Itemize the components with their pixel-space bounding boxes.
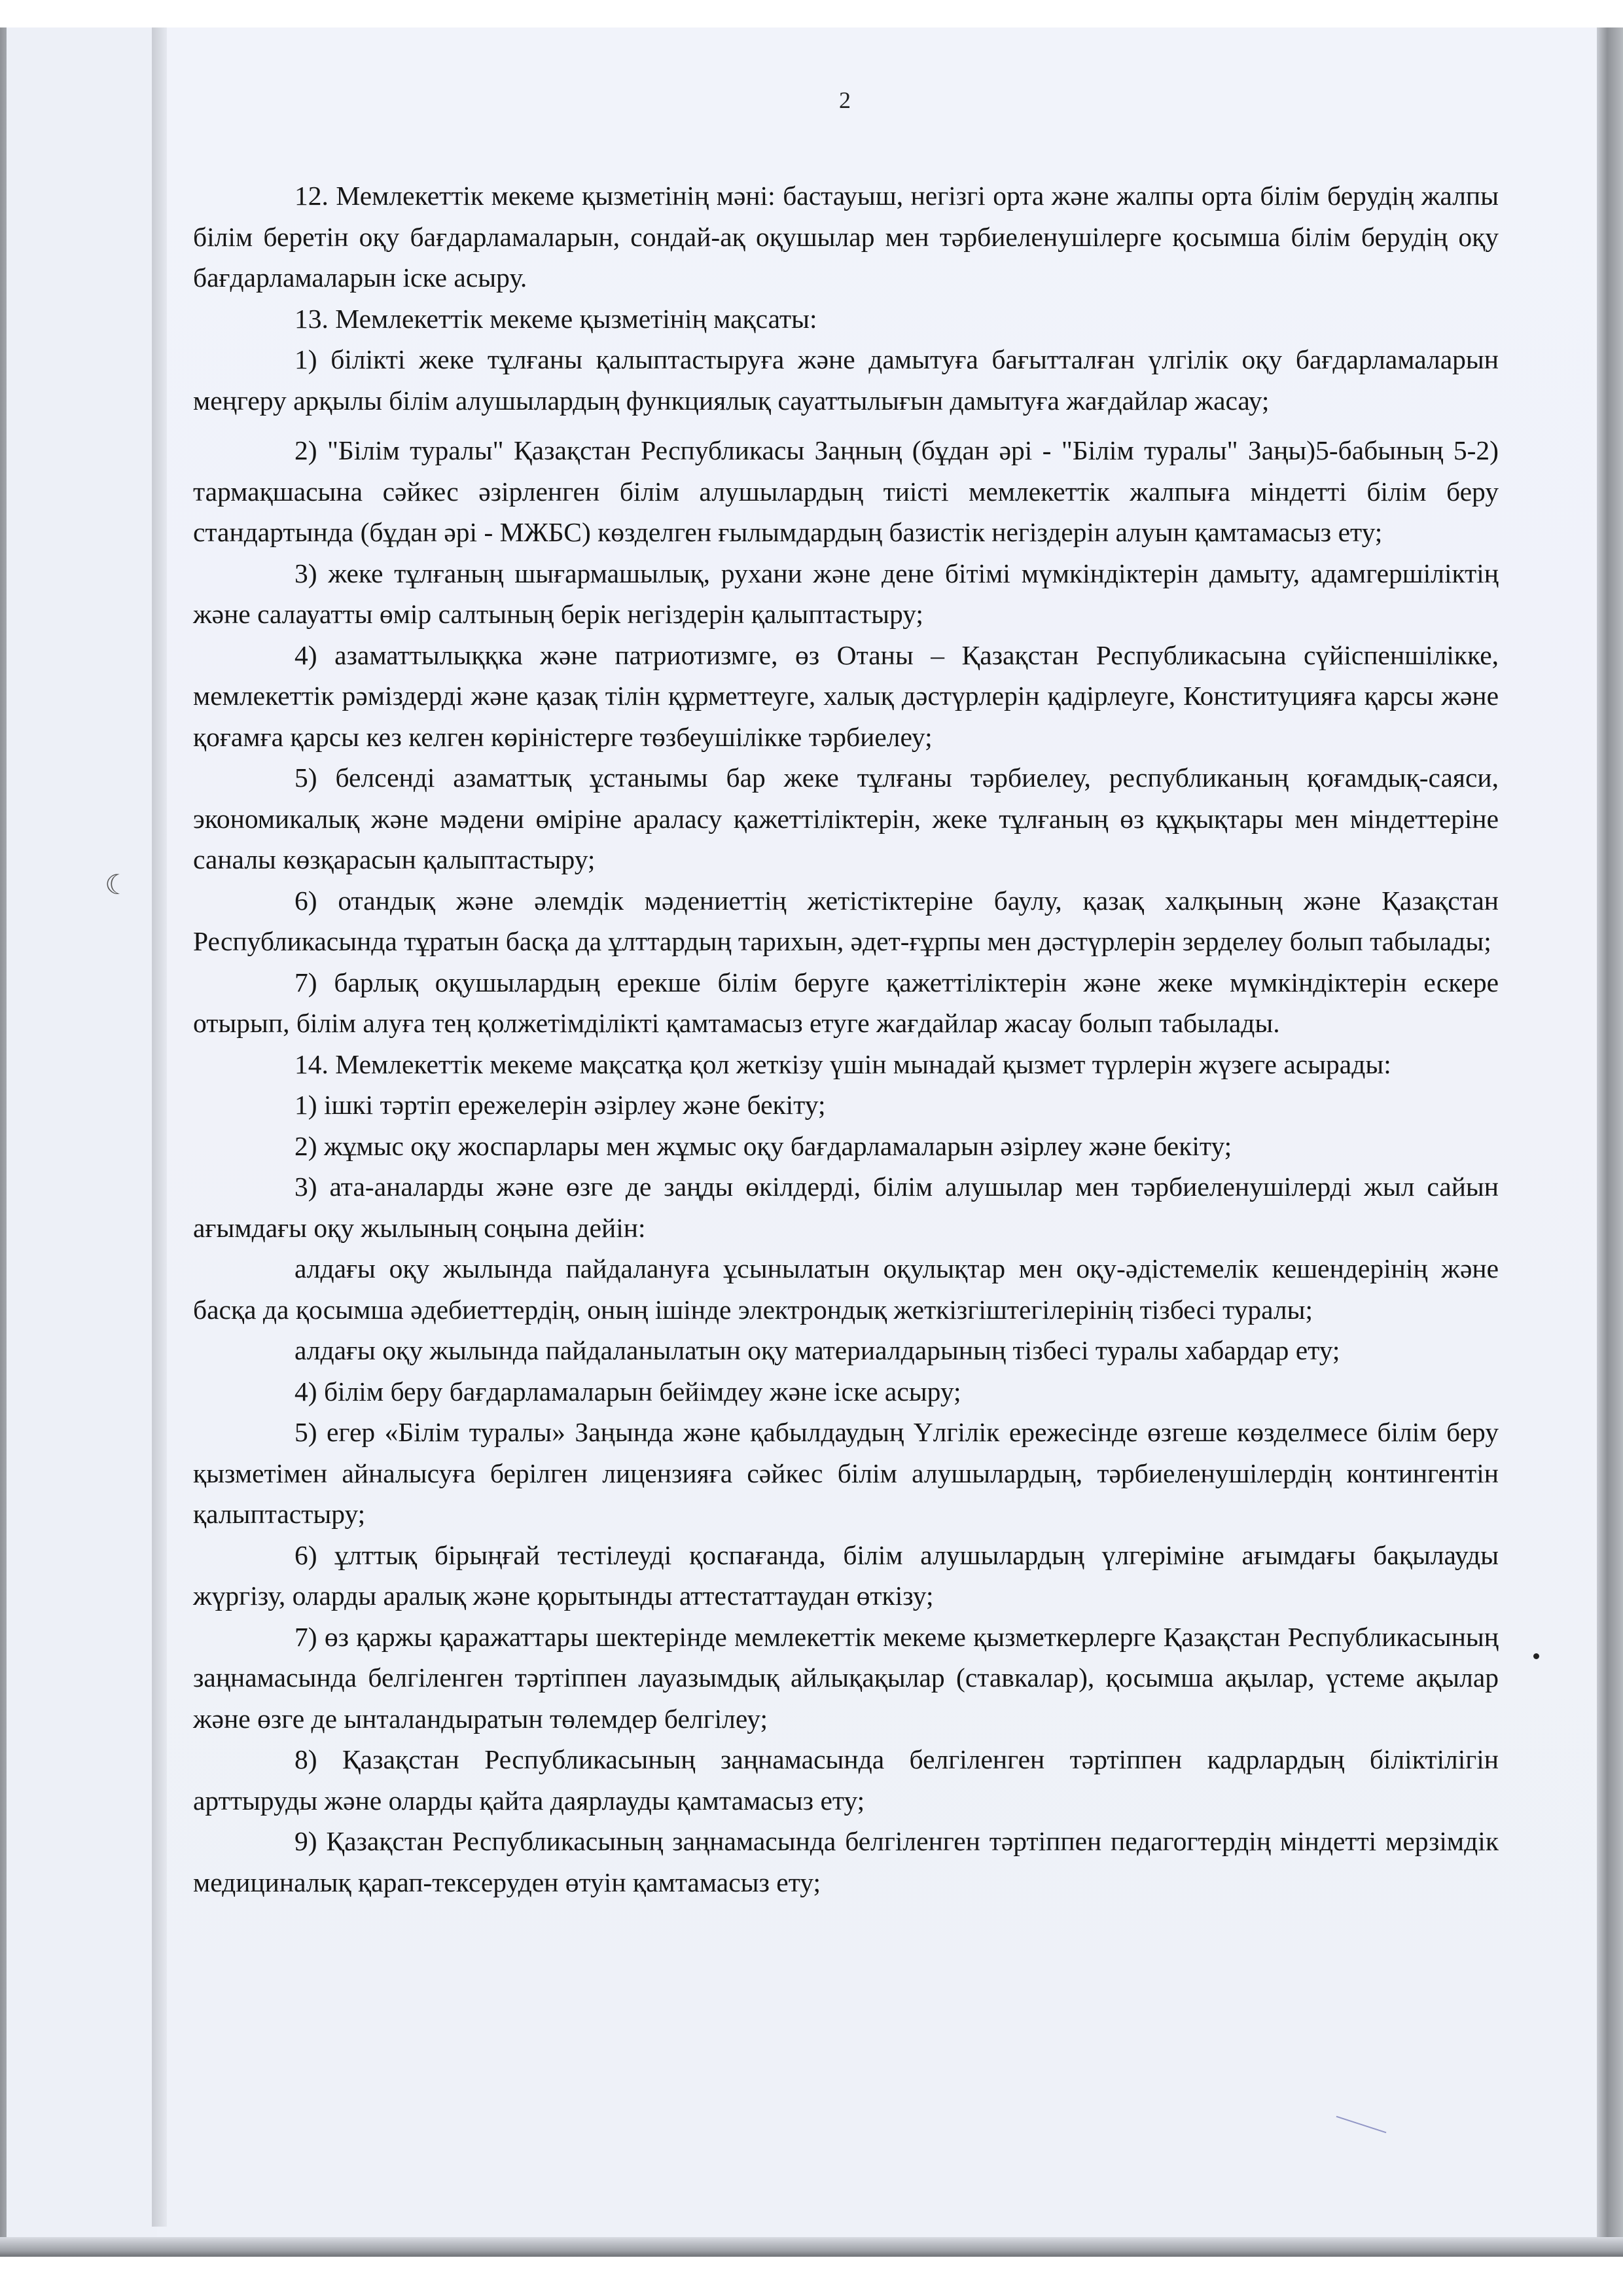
paragraph-14-item-6: 6) ұлттық бірыңғай тестілеуді қоспағанда, білім алушылардың үлгеріміне ағымдағы бақылауды жүргізу, оларды аралық және қорытынды аттестаттаудан өткізу;: [193, 1539, 1499, 1611]
paragraph-13-item-7: 7) барлық оқушылардың ерекше білім беруге қажеттіліктерін және жеке мүмкіндіктерін ескере отырып, білім алуға тең қолжетімділікті қамтамасыз етуге жағдайлар жасау болып табылады.: [193, 967, 1499, 1038]
paragraph-14-item-8: 8) Қазақстан Республикасының заңнамасында белгіленген тәртіппен кадрлардың біліктілігін арттыруды және оларды қайта даярлауды қамтамасыз ету;: [193, 1744, 1499, 1816]
paragraph-14-item-4: 4) білім беру бағдарламаларын бейімдеу және іске асыру;: [294, 1376, 961, 1407]
paragraph-14-item-2: 2) жұмыс оқу жоспарлары мен жұмыс оқу бағдарламаларын әзірлеу және бекіту;: [294, 1130, 1232, 1161]
paragraph-13-item-5: 5) белсенді азаматтық ұстанымы бар жеке тұлғаны тәрбиелеу, республиканың қоғамдық-саяси, экономикалық және мәдени өміріне араласу қажеттіліктерін, жеке тұлғаның өз құқықтары мен міндеттеріне саналы көзқарасын қалыптастыру;: [193, 762, 1499, 874]
previous-page-strip: [7, 27, 157, 2240]
page-number: 2: [839, 87, 851, 113]
paragraph-13-item-3: 3) жеке тұлғаның шығармашылық, рухани және дене бітімі мүмкіндіктерін дамыту, адамгершіліктің және салауатты өмір салтының берік негіздерін қалыптастыру;: [193, 558, 1499, 629]
paragraph-12: 12. Мемлекеттік мекеме қызметінің мәні: бастауыш, негізгі орта және жалпы орта білім берудің жалпы білім беретін оқу бағдарламаларын, сондай-ақ оқушылар мен тәрбиеленушілерге қосымша білім берудің оқу бағдарламаларын іске асыру.: [193, 181, 1499, 293]
paragraph-14-item-5: 5) егер «Білім туралы» Заңында және қабылдаудың Үлгілік ережесінде өзгеше көзделмесе білім беру қызметімен айналысуға берілген лицензияға сәйкес білім алушылардың, тәрбиеленушілердің контингентін қалыптастыру;: [193, 1417, 1499, 1529]
ink-dot: [1533, 1653, 1539, 1659]
paragraph-14-item-7: 7) өз қаржы қаражаттары шектерінде мемлекеттік мекеме қызметкерлерге Қазақстан Республикасының заңнамасында белгіленген тәртіппен лауазымдық айлықақылар (ставкалар), қосымша ақылар, үстеме ақылар және өзге де ынталандыратын төлемдер белгілеу;: [193, 1621, 1499, 1734]
paragraph-13-item-6: 6) отандық және әлемдік мәдениеттің жетістіктеріне баулу, қазақ халқының және Қазақстан Республикасында тұратын басқа да ұлттардың тарихын, әдет-ғұрпы мен дәстүрлерін зерделеу болып табылады;: [193, 885, 1499, 956]
page-right-edge: [1597, 27, 1623, 2246]
paragraph-14-item-3-sub-2: алдағы оқу жылында пайдаланылатын оқу материалдарының тізбесі туралы хабардар ету;: [294, 1335, 1340, 1365]
paragraph-14-item-1: 1) ішкі тәртіп ережелерін әзірлеу және бекіту;: [294, 1090, 826, 1120]
paragraph-13: 13. Мемлекеттік мекеме қызметінің мақсаты:: [294, 303, 817, 334]
paragraph-14: 14. Мемлекеттік мекеме мақсатқа қол жеткізу үшін мынадай қызмет түрлерін жүзеге асырады:: [294, 1049, 1391, 1079]
paragraph-14-item-3: 3) ата-аналарды және өзге де заңды өкілдерді, білім алушылар мен тәрбиеленушілерді жыл сайын ағымдағы оқу жылының соңына дейін:: [193, 1172, 1499, 1243]
document-body: [193, 175, 1499, 1903]
paragraph-13-item-4: 4) азаматтылыққка және патриотизмге, өз Отаны – Қазақстан Республикасына сүйіспеншілікке, мемлекеттік рәміздерді және қазақ тілін құрметтеуге, халық дәстүрлерін қадірлеуге, Конституцияға қарсы және қоғамға қарсы кез келген көріністерге төзбеушілікке тәрбиелеу;: [193, 639, 1499, 752]
page-bottom-edge: [0, 2237, 1623, 2257]
paragraph-13-item-2: 2) "Білім туралы" Қазақстан Республикасы Заңның (бұдан әрі - "Білім туралы" Заңы)5-бабының 5-2) тармақшасына сәйкес әзірленген білім алушылардың тиісті мемлекеттік жалпыға міндетті білім беру стандартында (бұдан әрі - МЖБС) көзделген ғылымдардың базистік негіздерін алуын қамтамасыз ету;: [193, 435, 1499, 547]
paragraph-14-item-9: 9) Қазақстан Республикасының заңнамасында белгіленген тәртіппен педагогтердің міндетті мерзімдік медициналық қарап-тексеруден өтуін қамтамасыз ету;: [193, 1826, 1499, 1897]
paragraph-14-item-3-sub-1: алдағы оқу жылында пайдалануға ұсынылатын оқулықтар мен оқу-әдістемелік кешендерінің және басқа да қосымша әдебиеттердің, оның ішінде электрондық жеткізгіштегілерінің тізбесі туралы;: [193, 1253, 1499, 1325]
pen-mark: ☾: [105, 870, 130, 901]
paragraph-13-item-1: 1) білікті жеке тұлғаны қалыптастыруға және дамытуға бағытталған үлгілік оқу бағдарламаларын меңгеру арқылы білім алушылардың функциялық сауаттылығын дамытуға жағдайлар жасау;: [193, 344, 1499, 416]
